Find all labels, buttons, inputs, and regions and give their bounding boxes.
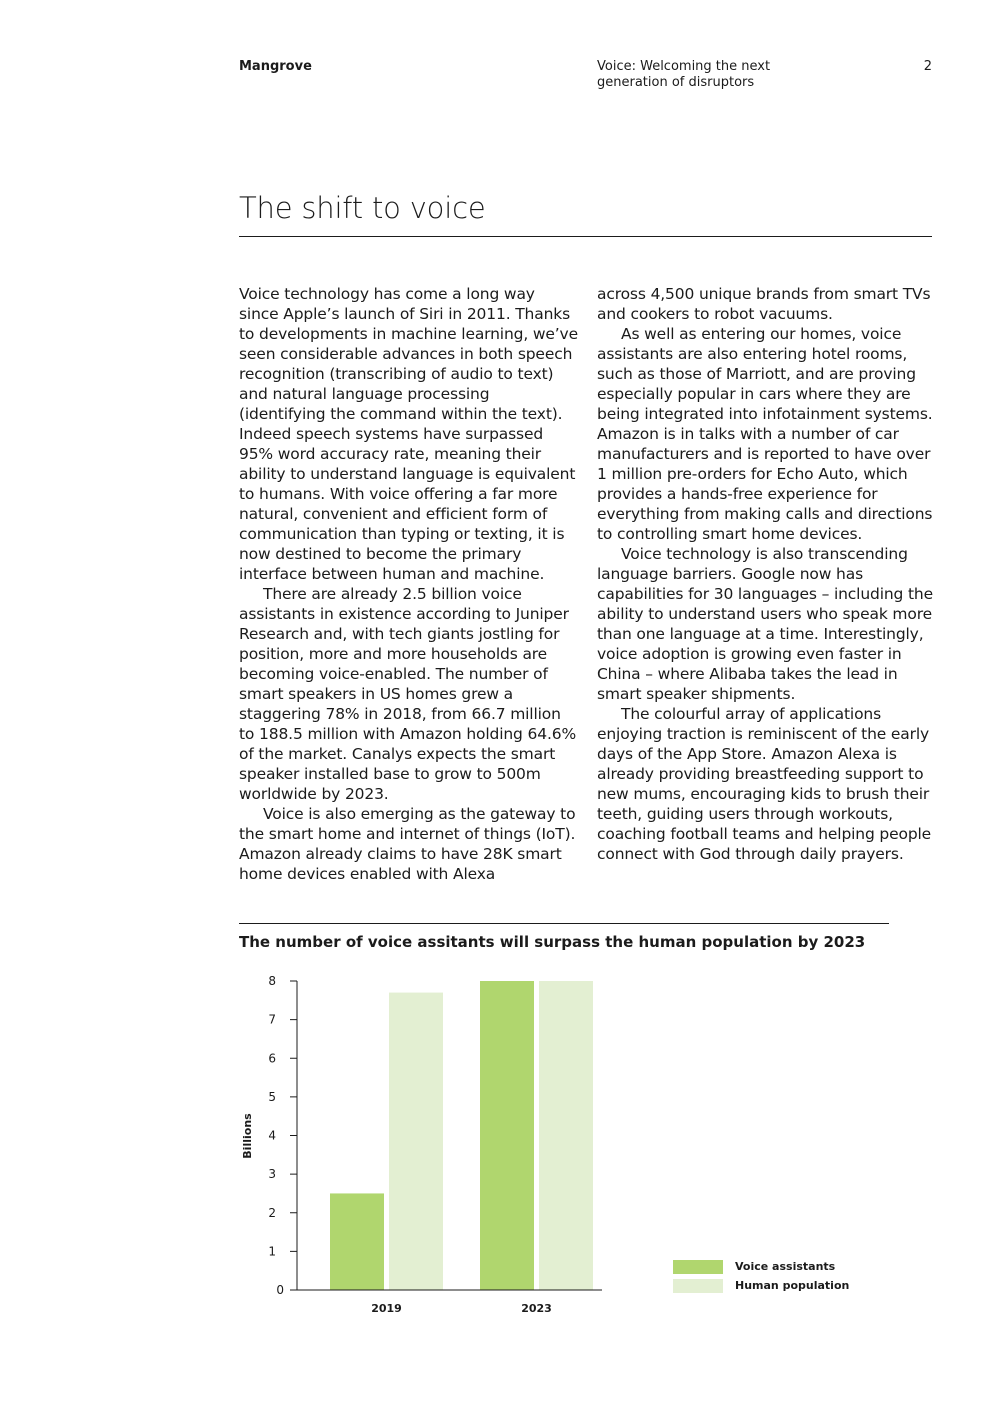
paragraph: There are already 2.5 billion voice assistants in existence according to Juniper Research and, with tech giants jostling for position, more and more households are becoming voice-enabled. The number of smart speakers in US homes grew a staggering 78% in 2018, from 66.7 million to 188.5 million with Amazon holding 64.6% of the market. Canalys expects the smart speaker installed base to grow to 500m worldwide by 2023. xyxy=(239,585,577,803)
paragraph: across 4,500 unique brands from smart TVs and cookers to robot vacuums. xyxy=(597,285,931,323)
chart-legend xyxy=(673,1257,849,1295)
legend-item-voice-assistants xyxy=(673,1257,849,1276)
bar-human-population-2023 xyxy=(539,981,593,1290)
chart-title: The number of voice assitants will surpass the human population by 2023 xyxy=(239,933,866,951)
bar-human-population-2019 xyxy=(389,993,443,1290)
bar-voice-assistants-2023 xyxy=(480,981,534,1290)
y-tick-label: 2 xyxy=(268,1205,276,1220)
legend-item-human-population xyxy=(673,1276,849,1295)
legend-swatch-human-population xyxy=(673,1279,723,1293)
legend-label: Human population xyxy=(735,1279,850,1292)
x-axis-labels xyxy=(371,1302,552,1315)
y-axis-label: Billions xyxy=(241,1113,254,1159)
x-tick-label: 2023 xyxy=(521,1302,552,1315)
bar-voice-assistants-2019 xyxy=(330,1193,384,1290)
x-tick-label: 2019 xyxy=(371,1302,402,1315)
y-tick-label: 0 xyxy=(276,1283,284,1297)
paragraph: Voice technology has come a long way since Apple’s launch of Siri in 2011. Thanks to developments in machine learning, we’ve seen considerable advances in both speech recognition (transcribing of audio to text) and natural language processing (identifying the command within the text). Indeed speech systems have surpassed 95% word accuracy rate, meaning their ability to understand language is equivalent to humans. With voice offering a far more natural, convenient and efficient form of communication than typing or texting, it is now destined to become the primary interface between human and machine. xyxy=(239,285,578,583)
paragraph: As well as entering our homes, voice assistants are also entering hotel rooms, such as those of Marriott, and are proving especially popular in cars where they are being integrated into infotainment systems. Amazon is in talks with a number of car manufacturers and is reported to have over 1 million pre-orders for Echo Auto, which provides a hands-free experience for everything from making calls and directions to controlling smart home devices. xyxy=(597,325,933,543)
y-tick-label: 3 xyxy=(268,1167,276,1182)
section-title: The shift to voice xyxy=(239,191,486,225)
legend-label: Voice assistants xyxy=(735,1260,836,1273)
y-tick-label: 5 xyxy=(268,1089,276,1104)
y-tick-label: 6 xyxy=(268,1051,276,1066)
paragraph: The colourful array of applications enjoying traction is reminiscent of the early days of the App Store. Amazon Alexa is already providing breastfeeding support to new mums, encouraging kids to brush their teeth, guiding users through workouts, coaching football teams and helping people connect with God through daily prayers. xyxy=(597,705,932,863)
y-tick-label: 4 xyxy=(268,1128,276,1143)
y-tick-label: 8 xyxy=(268,974,276,988)
bars xyxy=(330,981,593,1290)
paragraph: Voice is also emerging as the gateway to the smart home and internet of things (IoT). Amazon already claims to have 28K smart home devices enabled with Alexa xyxy=(239,805,576,883)
y-tick-label: 7 xyxy=(268,1012,276,1027)
paragraph: Voice technology is also transcending language barriers. Google now has capabilities for 30 languages – including the ability to understand users who speak more than one language at a time. Interestingly, voice adoption is growing even faster in China – where Alibaba takes the lead in smart speaker shipments. xyxy=(597,545,933,703)
document-title: Voice: Welcoming the next generation of disruptors xyxy=(597,59,771,90)
legend-swatch-voice-assistants xyxy=(673,1260,723,1274)
page-number: 2 xyxy=(923,59,932,74)
brand-name: Mangrove xyxy=(239,59,312,74)
y-tick-label: 1 xyxy=(268,1244,276,1259)
y-axis-ticks xyxy=(268,974,297,1297)
